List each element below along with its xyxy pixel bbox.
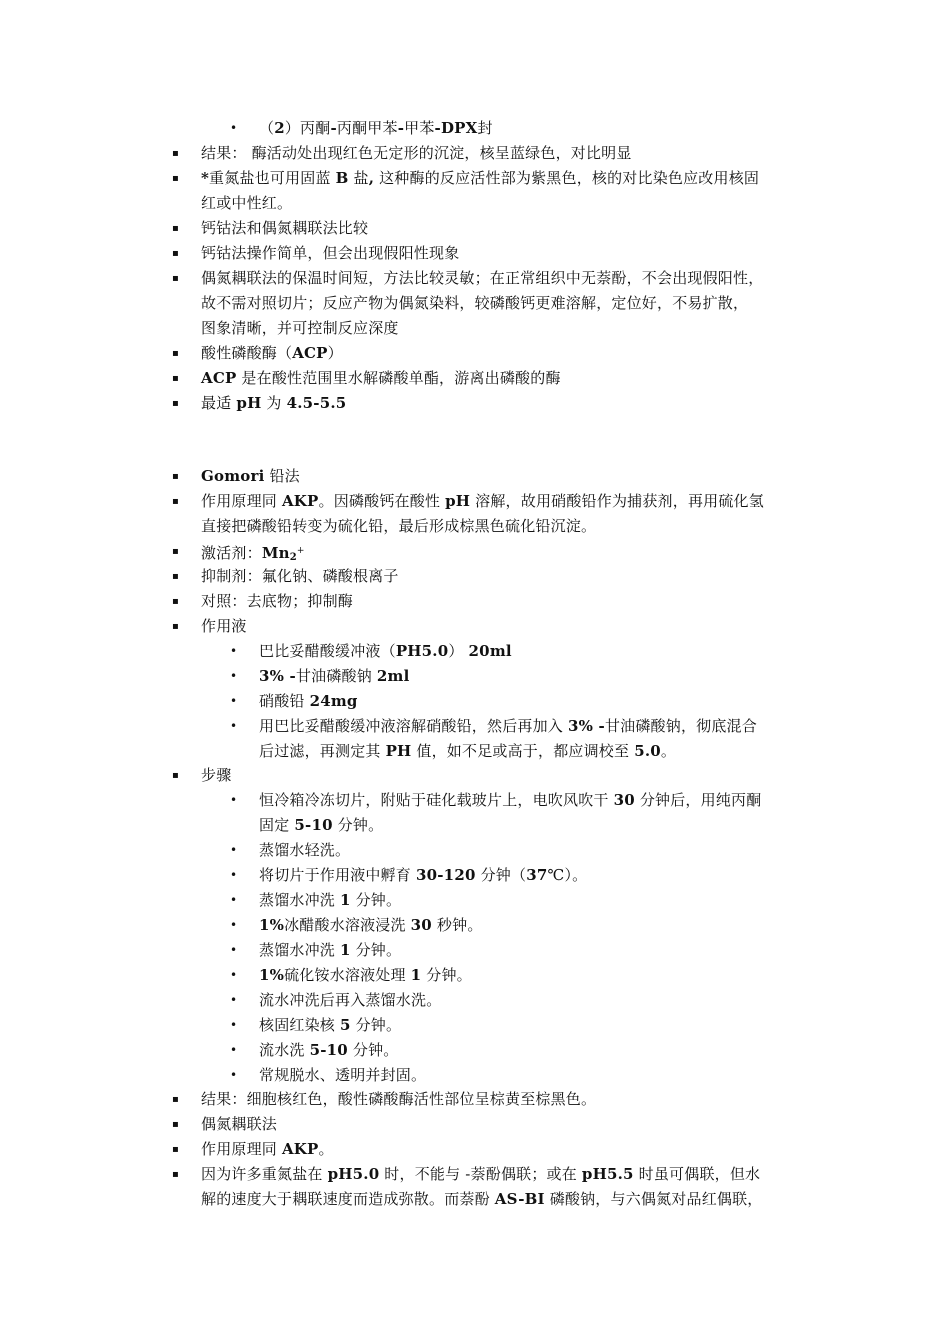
square-bullet-icon: ▪ — [172, 596, 179, 607]
text-run: 最适 — [201, 394, 237, 412]
text-line — [259, 1063, 426, 1088]
text-run: 分钟。 — [347, 1041, 399, 1059]
text-run: AKP — [281, 492, 319, 510]
text-run: 步骤 — [201, 766, 232, 784]
text-line — [201, 291, 748, 316]
text-run: ）丙酮 — [284, 119, 331, 137]
text-run: 1% — [259, 966, 285, 984]
text-line — [259, 1013, 401, 1038]
text-run: 分钟。 — [350, 1016, 402, 1034]
square-bullet-icon: ▪ — [172, 398, 179, 409]
text-run: 甘油磷酸钠 — [295, 667, 377, 685]
text-run: 直接把磷酸铅转变为硫化铅，最后形成棕黑色硫化铅沉淀。 — [201, 517, 597, 535]
text-line — [201, 141, 632, 166]
text-run: 30 — [410, 916, 432, 934]
text-line — [259, 838, 350, 863]
text-line — [201, 1137, 334, 1162]
text-run: 24mg — [309, 692, 358, 710]
text-run: 蒸馏水冲洗 — [259, 891, 340, 909]
dot-bullet-icon: • — [230, 669, 238, 683]
text-line — [201, 763, 231, 788]
text-run: 蒸馏水轻洗。 — [259, 841, 351, 859]
text-run: 蒸馏水冲洗 — [259, 941, 340, 959]
text-line — [201, 341, 343, 366]
text-run: 结果：细胞核红色，酸性磷酸酶活性部位呈棕黄至棕黑色。 — [201, 1090, 597, 1108]
square-bullet-icon: ▪ — [172, 770, 179, 781]
text-run: 20ml — [468, 642, 512, 660]
text-run: 铅法 — [264, 467, 300, 485]
text-run: + — [296, 546, 305, 556]
text-run: ACP — [292, 344, 328, 362]
text-line — [259, 664, 410, 689]
text-run: 3% - — [259, 667, 296, 685]
text-line — [201, 1112, 277, 1137]
square-bullet-icon: ▪ — [172, 373, 179, 384]
square-bullet-icon: ▪ — [172, 148, 179, 159]
text-run: 故不需对照切片；反应产物为偶氮染料，较磷酸钙更难溶解，定位好，不易扩散， — [201, 294, 749, 312]
square-bullet-icon: ▪ — [172, 571, 179, 582]
text-run: ） — [327, 344, 343, 362]
dot-bullet-icon: • — [230, 893, 238, 907]
text-run: 5.0 — [634, 742, 661, 760]
text-line — [201, 614, 247, 639]
text-run: 这种酶的反应活性部为紫黑色，核的对比染色应改用核固 — [374, 169, 760, 187]
text-run: 时虽可偶联，但水 — [633, 1165, 761, 1183]
text-run: 。因磷酸钙在酸性 — [318, 492, 446, 510]
dot-bullet-icon: • — [230, 1043, 238, 1057]
text-run: PH5.0 — [395, 642, 449, 660]
text-line — [259, 963, 472, 988]
dot-bullet-icon: • — [230, 1018, 238, 1032]
text-run: 30 — [613, 791, 635, 809]
text-run: 作用液 — [201, 617, 247, 635]
text-run: ） — [448, 642, 469, 660]
text-line — [201, 166, 759, 191]
text-run: 酸性磷酸酶（ — [201, 344, 293, 362]
square-bullet-icon: ▪ — [172, 496, 179, 507]
text-line — [259, 689, 358, 714]
text-run: 对照：去底物；抑制酶 — [201, 592, 354, 610]
text-run: 钙钴法操作简单，但会出现假阳性现象 — [201, 244, 460, 262]
text-run: ℃）。 — [547, 866, 588, 884]
square-bullet-icon: ▪ — [172, 1169, 179, 1180]
text-run: 2 — [274, 119, 285, 137]
text-run: * — [201, 169, 210, 187]
text-run: pH5.0 — [327, 1165, 380, 1183]
text-run: pH5.5 — [581, 1165, 634, 1183]
text-run: 作用原理同 — [201, 1140, 282, 1158]
dot-bullet-icon: • — [230, 843, 238, 857]
square-bullet-icon: ▪ — [172, 621, 179, 632]
text-run: ACP — [201, 369, 237, 387]
text-line — [259, 739, 676, 764]
text-run: 2ml — [376, 667, 410, 685]
dot-bullet-icon: • — [230, 793, 238, 807]
text-run: 将切片于作用液中孵育 — [259, 866, 416, 884]
text-run: 偶氮耦联法 — [201, 1115, 278, 1133]
text-run: 甲苯 — [404, 119, 435, 137]
dot-bullet-icon: • — [230, 993, 238, 1007]
text-run: 分钟。 — [350, 891, 402, 909]
text-run: 分钟后，用纯丙酮 — [634, 791, 762, 809]
text-run: 抑制剂：氟化钠、磷酸根离子 — [201, 567, 399, 585]
text-run: 钙钴法和偶氮耦联法比较 — [201, 219, 369, 237]
text-line — [259, 788, 761, 813]
text-line — [201, 241, 459, 266]
text-line — [201, 1187, 763, 1212]
dot-bullet-icon: • — [230, 1068, 238, 1082]
text-run: 激活剂： — [201, 544, 262, 562]
text-run: 分钟。 — [421, 966, 472, 984]
text-run: 37 — [526, 866, 548, 884]
text-run: 是在酸性范围里水解磷酸单酯，游离出磷酸的酶 — [236, 369, 561, 387]
text-line — [259, 863, 587, 888]
square-bullet-icon: ▪ — [172, 248, 179, 259]
text-run: 。 — [660, 742, 677, 760]
text-line — [201, 316, 399, 341]
text-run: - — [397, 119, 405, 137]
text-run: 恒冷箱冷冻切片，附贴于硅化载玻片上，电吹风吹干 — [259, 791, 614, 809]
text-run: 5-10 — [294, 816, 333, 834]
text-line — [201, 391, 346, 416]
text-run: 后过滤，再测定其 — [259, 742, 386, 760]
text-run: 作用原理同 — [201, 492, 282, 510]
text-run: Gomori — [201, 467, 265, 485]
text-run: 为 — [261, 394, 287, 412]
text-run: pH — [236, 394, 262, 412]
text-run: 盐 — [348, 169, 369, 187]
text-line — [259, 888, 401, 913]
text-run: 巴比妥醋酸缓冲液（ — [259, 642, 396, 660]
text-run: -DPX — [434, 119, 478, 137]
text-run: （ — [259, 119, 275, 137]
text-run: 重氮盐也可用固蓝 — [209, 169, 336, 187]
text-run: 磷酸钠，与六偶氮对品红偶联， — [544, 1190, 763, 1208]
text-run: 红或中性红。 — [201, 194, 293, 212]
text-line — [201, 564, 399, 589]
dot-bullet-icon: • — [230, 868, 238, 882]
text-run: 分钟。 — [350, 941, 402, 959]
text-run: 值，如不足或高于，都应调校至 — [411, 742, 635, 760]
dot-bullet-icon: • — [230, 121, 238, 135]
text-run: 溶解，故用硝酸铅作为捕获剂，再用硫化氢 — [470, 492, 764, 510]
text-run: 用巴比妥醋酸缓冲液溶解硝酸铅，然后再加入 — [259, 717, 568, 735]
text-run: 1 — [410, 966, 422, 984]
dot-bullet-icon: • — [230, 918, 238, 932]
text-run: 流水洗 — [259, 1041, 310, 1059]
text-line — [201, 1162, 760, 1187]
square-bullet-icon: ▪ — [172, 471, 179, 482]
text-run: Mn — [261, 544, 290, 562]
text-run: 。 — [318, 1140, 334, 1158]
text-run: 核固红染核 — [259, 1016, 340, 1034]
text-line — [201, 589, 353, 614]
text-line — [201, 216, 368, 241]
text-line — [259, 813, 383, 838]
square-bullet-icon: ▪ — [172, 1144, 179, 1155]
text-line — [201, 514, 596, 539]
text-run: 时，不能与 -萘酚偶联；或在 — [379, 1165, 582, 1183]
text-run: 偶氮耦联法的保温时间短，方法比较灵敏；在正常组织中无萘酚，不会出现假阳性， — [201, 269, 764, 287]
dot-bullet-icon: • — [230, 694, 238, 708]
text-run: 1 — [339, 891, 351, 909]
text-run: 秒钟。 — [431, 916, 483, 934]
square-bullet-icon: ▪ — [172, 348, 179, 359]
text-run: 分钟。 — [332, 816, 384, 834]
text-line — [201, 366, 561, 391]
text-run: AKP — [281, 1140, 319, 1158]
text-run: 1% — [259, 916, 285, 934]
text-run: 图象清晰，并可控制反应深度 — [201, 319, 399, 337]
text-line — [259, 913, 483, 938]
text-run: 冰醋酸水溶液浸洗 — [284, 916, 411, 934]
text-run: 5 — [339, 1016, 351, 1034]
text-line — [259, 639, 512, 664]
text-run: 解的速度大于耦联速度而造成弥散。而萘酚 — [201, 1190, 495, 1208]
square-bullet-icon: ▪ — [172, 173, 179, 184]
text-run: 硝酸铅 — [259, 692, 310, 710]
text-run: 固定 — [259, 816, 295, 834]
text-run: 流水冲洗后再入蒸馏水洗。 — [259, 991, 442, 1009]
text-run: AS-BI — [494, 1190, 545, 1208]
text-run: , — [368, 169, 375, 187]
text-line — [259, 988, 441, 1013]
text-line — [259, 714, 757, 739]
text-run: PH — [385, 742, 412, 760]
text-line — [201, 464, 300, 489]
text-run: 常规脱水、透明并封固。 — [259, 1066, 427, 1084]
square-bullet-icon: ▪ — [172, 1119, 179, 1130]
square-bullet-icon: ▪ — [172, 1094, 179, 1105]
text-line — [201, 191, 292, 216]
text-run: 结果： 酶活动处出现红色无定形的沉淀，核呈蓝绿色，对比明显 — [201, 144, 632, 162]
text-run: 封 — [477, 119, 493, 137]
dot-bullet-icon: • — [230, 943, 238, 957]
text-run: 2 — [289, 552, 297, 563]
text-line — [201, 266, 763, 291]
text-run: 5-10 — [309, 1041, 348, 1059]
dot-bullet-icon: • — [230, 644, 238, 658]
text-run: 分钟（ — [475, 866, 527, 884]
text-run: 丙酮甲苯 — [336, 119, 398, 137]
square-bullet-icon: ▪ — [172, 546, 179, 557]
square-bullet-icon: ▪ — [172, 273, 179, 284]
text-line — [259, 1038, 399, 1063]
dot-bullet-icon: • — [230, 719, 238, 733]
text-run: B — [335, 169, 349, 187]
text-run: 因为许多重氮盐在 — [201, 1165, 328, 1183]
text-run: pH — [445, 492, 471, 510]
text-run: 硫化铵水溶液处理 — [284, 966, 411, 984]
text-run: 1 — [339, 941, 351, 959]
text-run: 30-120 — [415, 866, 476, 884]
text-line — [201, 1087, 596, 1112]
text-run: - — [330, 119, 337, 137]
text-run: 甘油磷酸钠，彻底混合 — [604, 717, 757, 735]
text-line — [259, 116, 493, 141]
text-line — [201, 489, 764, 514]
text-run: 4.5-5.5 — [286, 394, 347, 412]
text-run: 3% - — [567, 717, 605, 735]
text-line — [259, 938, 401, 963]
square-bullet-icon: ▪ — [172, 223, 179, 234]
dot-bullet-icon: • — [230, 968, 238, 982]
